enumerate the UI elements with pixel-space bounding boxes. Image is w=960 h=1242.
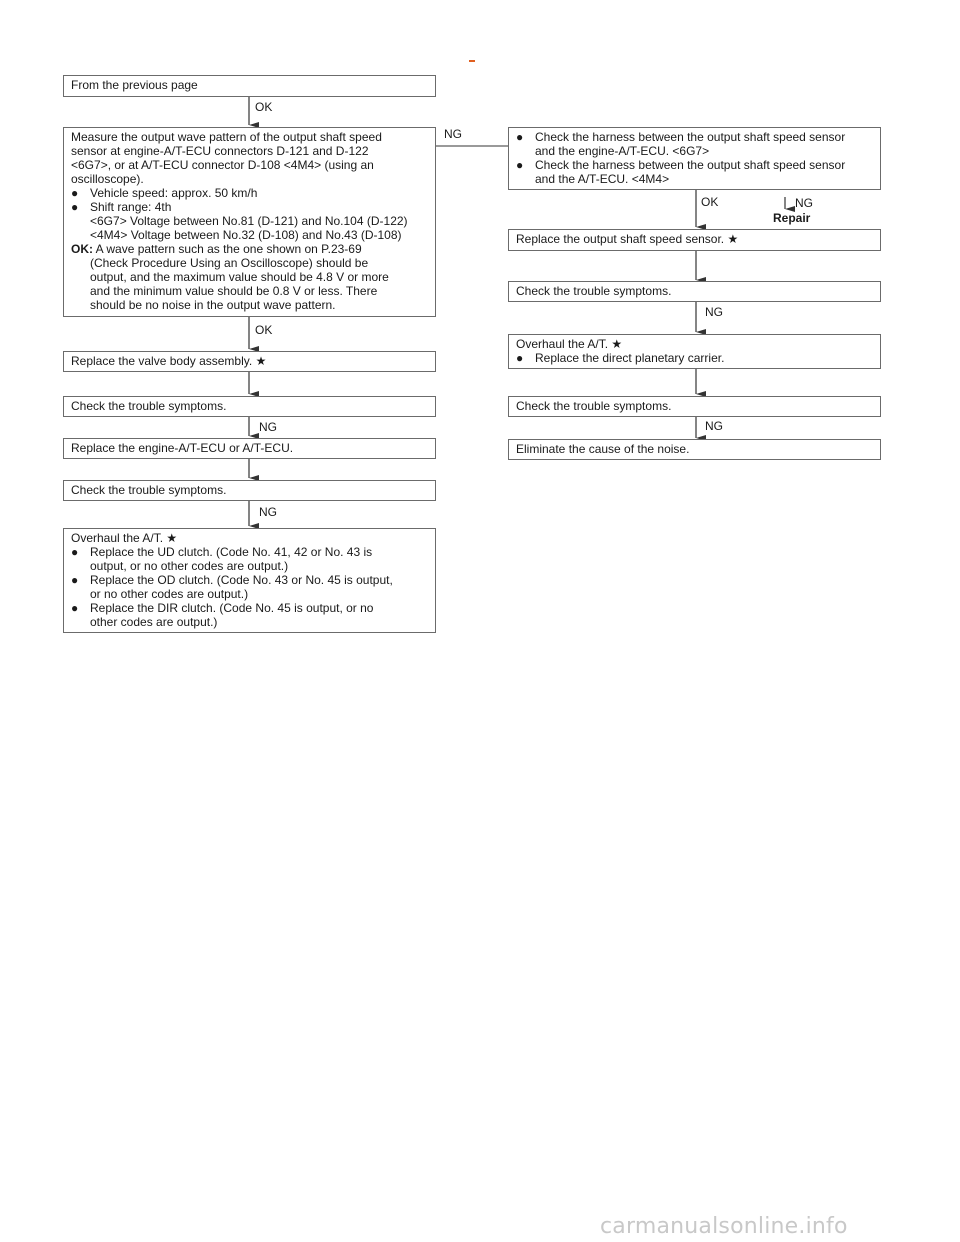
ok-criteria-line: output, and the maximum value should be 4.8 V or more bbox=[90, 270, 389, 284]
ok-criteria-line: should be no noise in the output wave pattern. bbox=[90, 298, 336, 312]
bullet-icon: ● bbox=[71, 186, 79, 200]
ok-label-2: OK bbox=[255, 323, 273, 337]
bullet-icon: ● bbox=[516, 130, 524, 144]
ok-criteria-line: and the minimum value should be 0.8 V or less. There bbox=[90, 284, 378, 298]
star-icon: ★ bbox=[166, 531, 178, 545]
bullet-item: ● Replace the OD clutch. (Code No. 43 or No. 45 is output, or no other codes are output.) bbox=[71, 573, 393, 601]
bullet-icon: ● bbox=[71, 601, 79, 615]
check-symptoms-box-right-2: Check the trouble symptoms. bbox=[508, 396, 881, 417]
bullet-icon: ● bbox=[71, 573, 79, 587]
replace-ecu-box: Replace the engine-A/T-ECU or A/T-ECU. bbox=[63, 438, 436, 459]
voltage-line: <6G7> Voltage between No.81 (D-121) and No.104 (D-122) bbox=[90, 214, 408, 228]
repair-label: Repair bbox=[773, 211, 811, 225]
bullet-item: ● Replace the DIR clutch. (Code No. 45 is output, or no other codes are output.) bbox=[71, 601, 374, 629]
star-icon: ★ bbox=[727, 232, 739, 246]
eliminate-noise-box: Eliminate the cause of the noise. bbox=[508, 439, 881, 460]
bullet-icon: ● bbox=[516, 351, 524, 365]
check-harness-box bbox=[508, 127, 881, 190]
ng-label-2: NG bbox=[259, 505, 277, 519]
measure-wave-box bbox=[63, 127, 436, 317]
ok-criteria-line: (Check Procedure Using an Oscilloscope) should be bbox=[90, 256, 369, 270]
check-symptoms-box-1: Check the trouble symptoms. bbox=[63, 396, 436, 417]
bullet-item: ● Check the harness between the output shaft speed sensor and the engine-A/T-ECU. <6G7> bbox=[516, 130, 846, 158]
bullet-item: ● Vehicle speed: approx. 50 km/h bbox=[71, 186, 258, 200]
ng-label-repair: NG bbox=[795, 196, 813, 210]
overhaul-at-box-right: Overhaul the A/T. ★ ● Replace the direct planetary carrier. bbox=[508, 334, 881, 369]
replace-sensor-box: Replace the output shaft speed sensor. ★ bbox=[508, 229, 881, 251]
ng-label-right-2: NG bbox=[705, 419, 723, 433]
watermark-text: carmanualsonline.info bbox=[600, 1214, 848, 1239]
ok-label-right: OK bbox=[701, 195, 719, 209]
bullet-item: ● Replace the direct planetary carrier. bbox=[516, 351, 725, 365]
ok-criteria-text: A wave pattern such as the one shown on P.23-69 bbox=[95, 242, 362, 256]
check-symptoms-box-right-1: Check the trouble symptoms. bbox=[508, 281, 881, 302]
overhaul-at-box-left: Overhaul the A/T. ★ ● Replace the UD clutch. (Code No. 41, 42 or No. 43 is output, or no other codes are output.) ● Replace the OD clutch. (Code No. 43 or No. 45 is output, or no other codes are output.) ● Replace the DIR clutch. (Code No. 45 is output, or no other codes are output.) bbox=[63, 528, 436, 633]
check-symptoms-box-2: Check the trouble symptoms. bbox=[63, 480, 436, 501]
measure-line: <6G7>, or at A/T-ECU connector D-108 <4M4> (using an bbox=[71, 158, 374, 172]
star-icon: ★ bbox=[611, 337, 623, 351]
measure-line: sensor at engine-A/T-ECU connectors D-121 and D-122 bbox=[71, 144, 369, 158]
bullet-icon: ● bbox=[71, 545, 79, 559]
bullet-icon: ● bbox=[71, 200, 79, 214]
bullet-icon: ● bbox=[516, 158, 524, 172]
bullet-item: ● Shift range: 4th bbox=[71, 200, 172, 214]
ng-branch-label: NG bbox=[444, 127, 462, 141]
measure-line: oscilloscope). bbox=[71, 172, 144, 186]
ok-criteria-label: OK: bbox=[71, 242, 93, 256]
ng-label-right-1: NG bbox=[705, 305, 723, 319]
bullet-item: ● Check the harness between the output shaft speed sensor and the A/T-ECU. <4M4> bbox=[516, 158, 846, 186]
ok-label-1: OK bbox=[255, 100, 273, 114]
measure-line: Measure the output wave pattern of the output shaft speed bbox=[71, 130, 382, 144]
star-icon: ★ bbox=[255, 354, 267, 368]
voltage-line: <4M4> Voltage between No.32 (D-108) and No.43 (D-108) bbox=[90, 228, 402, 242]
replace-valve-body-box: Replace the valve body assembly. ★ bbox=[63, 351, 436, 372]
from-previous-page-box: From the previous page bbox=[63, 75, 436, 97]
bullet-item: ● Replace the UD clutch. (Code No. 41, 42 or No. 43 is output, or no other codes are output.) bbox=[71, 545, 373, 573]
ng-label-1: NG bbox=[259, 420, 277, 434]
